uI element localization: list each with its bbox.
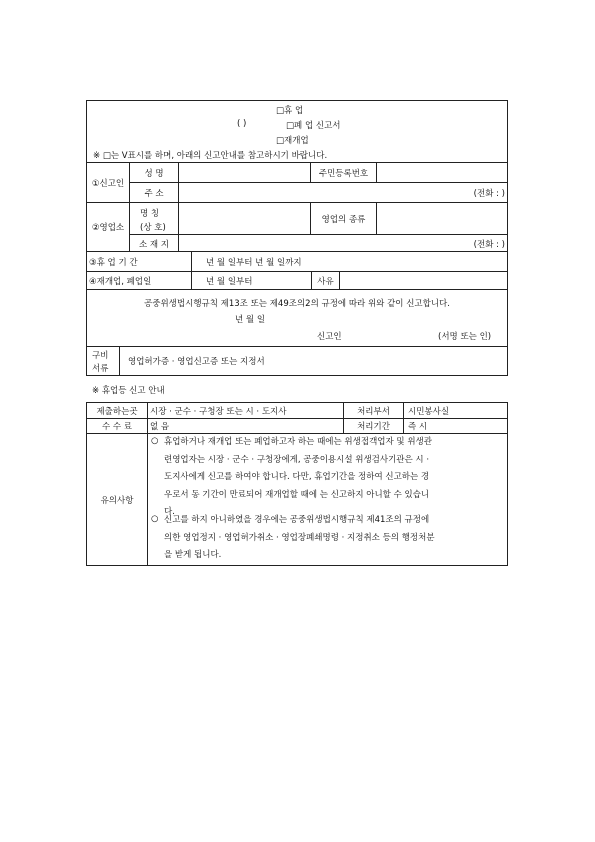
reporter-section (87, 163, 507, 203)
note1-line: 련영업자는 시장 · 군수 · 구청장에게, 공중이용시설 위생검사기관은 시 · (164, 454, 430, 465)
note1-bullet: ○ (151, 436, 159, 446)
guide-notes-row (87, 434, 507, 565)
reason-label: 사유 (311, 272, 339, 289)
business-section (87, 203, 507, 252)
title-reopen: □재개업 (276, 136, 309, 146)
rrn-label: 주민등록번호 (310, 163, 376, 182)
business-type-label: 영업의 종류 (310, 203, 376, 234)
fee-value: 없 음 (147, 419, 343, 433)
documents-label-1: 구비 (92, 351, 109, 361)
report-form (86, 100, 508, 376)
suspension-field[interactable]: 년 월 일부터 년 월 일까지 (191, 252, 507, 271)
business-title-field[interactable] (178, 203, 310, 234)
business-title-row (130, 203, 507, 235)
business-label: ②영업소 (91, 223, 125, 233)
title-suspension: □휴 업 (276, 106, 304, 116)
note2-bullet: ○ (151, 514, 159, 524)
note2 (164, 512, 435, 565)
reporter-address-row (130, 183, 507, 203)
name-field[interactable] (178, 163, 310, 182)
business-type-field[interactable] (376, 203, 507, 234)
business-location-row (130, 235, 507, 252)
title-closure: □폐 업 신고서 (286, 121, 341, 131)
declaration-section (87, 290, 507, 347)
declaration-text: 공중위생법시행규칙 제13조 또는 제49조의2의 규정에 따라 위와 같이 신고합니다. (144, 299, 450, 309)
reporter-name-row (130, 163, 507, 183)
title-paren: ( ) (237, 119, 247, 129)
documents-label (87, 347, 119, 375)
reporter-fields (129, 163, 507, 202)
business-title-label (130, 203, 178, 234)
reporter-label: ①신고인 (91, 178, 125, 189)
guide-fee-row (87, 419, 507, 434)
note1-line: 휴업하거나 재개업 또는 폐업하고자 하는 때에는 위생접객업자 및 위생관 (164, 437, 432, 447)
reopen-label: ④재개업, 폐업일 (89, 276, 152, 287)
submit-value: 시장 · 군수 · 구청장 또는 시 · 도지사 (147, 403, 343, 418)
location-label: 소 재 지 (138, 239, 170, 250)
guide-submit-row (87, 403, 507, 419)
name-label: 성 명 (144, 168, 164, 179)
dept-value: 시민봉사실 (403, 403, 507, 418)
reopen-date-field[interactable]: 년 월 일부터 (191, 272, 311, 289)
reopen-row (87, 272, 507, 290)
address-label: 주 소 (144, 189, 164, 199)
form-header (87, 101, 507, 163)
signature-label: (서명 또는 인) (438, 332, 492, 342)
address-phone-label: (전화 : ) (473, 189, 505, 199)
note1 (164, 434, 432, 522)
location-phone-label: (전화 : ) (473, 239, 505, 250)
declaration-date: 년 월 일 (235, 315, 266, 325)
notes-label: 유의사항 (100, 495, 134, 506)
documents-text: 영업허가증 · 영업신고증 또는 지정서 (119, 347, 507, 375)
documents-row (87, 347, 507, 375)
note2-line: 의한 영업정지 · 영업허가취소 · 영업장폐쇄명령 · 지정취소 등의 행정처분 (164, 532, 435, 543)
business-title-label-1: 명 칭 (140, 209, 160, 219)
dept-label: 처리부서 (343, 403, 403, 418)
business-title-label-2: (상 호) (140, 223, 166, 233)
note2-line: 을 받게 됩니다. (164, 550, 222, 560)
note1-line: 도지사에게 신고를 하여야 합니다. 다만, 휴업기간을 정하여 신고하는 경 (164, 472, 430, 482)
period-value: 즉 시 (403, 419, 507, 433)
reason-field[interactable] (339, 272, 507, 289)
guide-table (86, 402, 508, 566)
note1-line: 다. (164, 507, 175, 517)
submit-label: 제출하는곳 (96, 406, 138, 417)
documents-label-2: 서류 (92, 364, 109, 374)
suspension-row (87, 252, 507, 272)
address-field[interactable] (178, 183, 507, 203)
suspension-label: ③휴 업 기 간 (89, 257, 138, 268)
note1-line: 우로서 동 기간이 만료되어 재개업할 때에 는 신고하지 아니할 수 있습니 (164, 489, 430, 500)
location-field[interactable] (178, 235, 507, 252)
checkbox-notice: ※ □는 V표시를 하며, 아래의 신고안내를 참고하시기 바랍니다. (93, 151, 328, 161)
business-fields (129, 203, 507, 251)
rrn-field[interactable] (376, 163, 507, 182)
guide-title: ※ 휴업등 신고 안내 (92, 386, 165, 396)
note2-line: 신고를 하지 아니하였을 경우에는 공중위생법시행규칙 제41조의 규정에 (164, 515, 430, 525)
fee-label: 수 수 료 (101, 422, 133, 432)
notes-content (147, 434, 507, 565)
period-label: 처리기간 (343, 419, 403, 433)
signer-label: 신고인 (317, 332, 342, 342)
